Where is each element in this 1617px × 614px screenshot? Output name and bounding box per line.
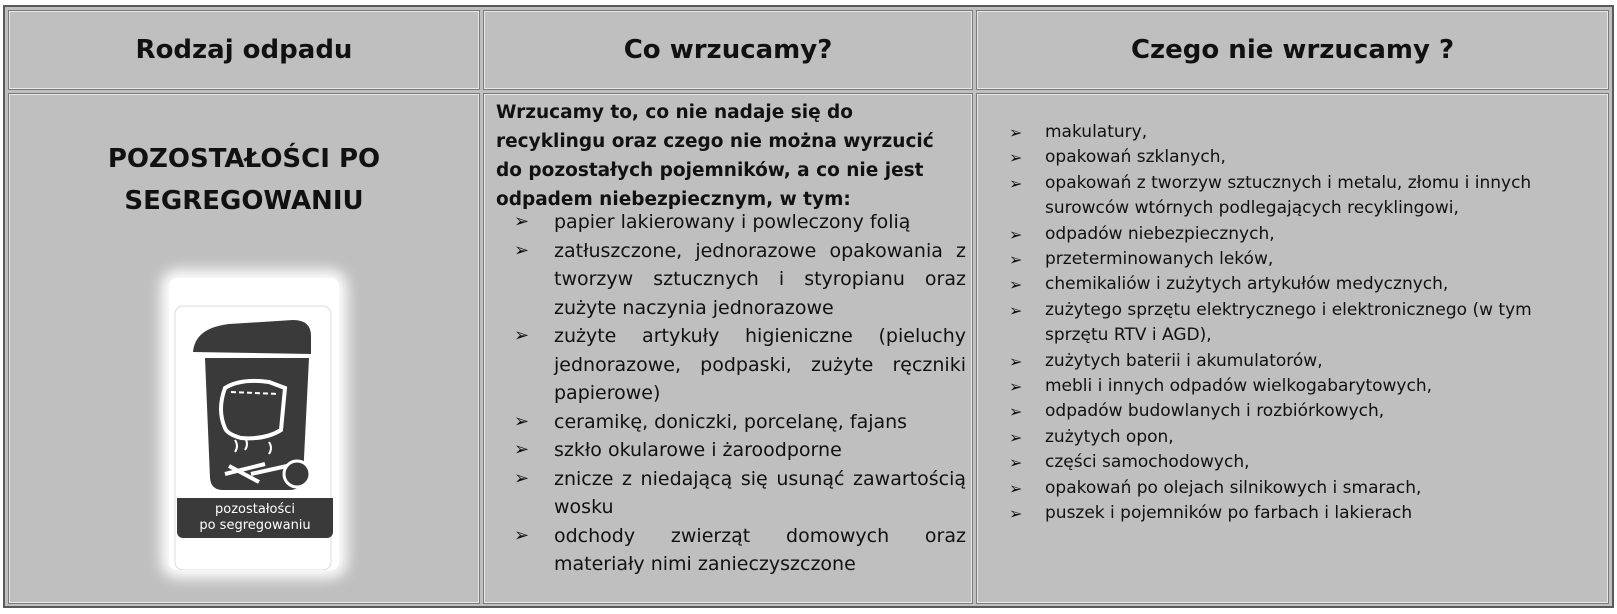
arrow-bullet-icon: ➢ — [1009, 427, 1023, 447]
arrow-bullet-icon: ➢ — [514, 524, 530, 546]
arrow-bullet-icon: ➢ — [1009, 224, 1023, 244]
arrow-bullet-icon: ➢ — [514, 467, 530, 489]
list-item-text: zużyte artykuły higieniczne (pieluchy jednorazowe, podpaski, zużyte ręczniki papierowe) — [554, 325, 966, 404]
list-item-text: zużytych opon, — [1045, 426, 1174, 447]
list-item — [997, 425, 1597, 450]
bin-caption — [177, 498, 333, 538]
list-item — [997, 349, 1597, 374]
list-item — [506, 465, 966, 522]
list-item-text: mebli i innych odpadów wielkogabarytowych, — [1045, 376, 1433, 397]
list-item-text: opakowań po olejach silnikowych i smarach, — [1045, 477, 1422, 498]
list-item — [506, 522, 966, 579]
list-item — [997, 247, 1597, 272]
arrow-bullet-icon: ➢ — [1009, 250, 1023, 270]
waste-type-cell — [8, 93, 480, 604]
arrow-bullet-icon: ➢ — [514, 325, 530, 346]
arrow-bullet-icon: ➢ — [1009, 148, 1023, 168]
header-what-we-throw — [483, 10, 973, 90]
header-waste-type-label: Rodzaj odpadu — [135, 35, 353, 65]
list-item-text: znicze z niedającą się usunąć zawartością wosku — [554, 467, 966, 518]
header-what-we-dont-throw — [976, 10, 1609, 90]
list-item-text: opakowań z tworzyw sztucznych i metalu, złomu i innych surowców wtórnych podlegających recyklingowi, — [1045, 172, 1532, 219]
what-we-dont-throw-list — [997, 120, 1597, 527]
what-we-throw-list — [506, 208, 966, 579]
waste-type-line1: POZOSTAŁOŚCI PO — [107, 144, 381, 174]
bin-caption-line2: po segregowaniu — [199, 518, 311, 533]
list-item — [506, 322, 966, 408]
waste-type-title — [9, 138, 479, 222]
what-we-throw-cell — [483, 93, 973, 604]
arrow-bullet-icon: ➢ — [514, 239, 530, 261]
list-item — [997, 374, 1597, 399]
list-item — [506, 436, 966, 465]
list-item — [997, 450, 1597, 475]
bin-caption-line1: pozostałości — [215, 502, 295, 517]
arrow-bullet-icon: ➢ — [1009, 300, 1023, 320]
waste-bin-icon — [169, 278, 339, 570]
list-item-text: opakowań szklanych, — [1045, 147, 1226, 168]
what-we-throw-intro: Wrzucamy to, co nie nadaje się do recyklingu oraz czego nie można wyrzucić do pozostałych pojemników, a co nie jest odpadem niebezpiecznym, w tym: — [496, 102, 934, 210]
header-what-we-throw-label: Co wrzucamy? — [623, 35, 833, 65]
list-item-text: chemikaliów i zużytych artykułów medycznych, — [1045, 274, 1449, 295]
list-item-text: zużytych baterii i akumulatorów, — [1045, 350, 1323, 371]
list-item — [997, 145, 1597, 170]
arrow-bullet-icon: ➢ — [1009, 478, 1023, 498]
list-item-text: przeterminowanych leków, — [1045, 249, 1274, 270]
list-item-text: zatłuszczone, jednorazowe opakowania z tworzyw sztucznych i styropianu oraz zużyte naczynia jednorazowe — [554, 239, 966, 319]
list-item — [997, 222, 1597, 247]
list-item — [997, 399, 1597, 424]
list-item — [997, 476, 1597, 501]
arrow-bullet-icon: ➢ — [1009, 504, 1023, 524]
waste-table — [3, 5, 1614, 608]
list-item-text: ceramikę, doniczki, porcelanę, fajans — [554, 410, 908, 433]
list-item — [997, 120, 1597, 145]
arrow-bullet-icon: ➢ — [1009, 123, 1023, 142]
arrow-bullet-icon: ➢ — [1009, 351, 1023, 371]
list-item-text: odpadów budowlanych i rozbiórkowych, — [1045, 401, 1385, 422]
arrow-bullet-icon: ➢ — [1009, 173, 1023, 193]
list-item — [997, 298, 1597, 349]
arrow-bullet-icon: ➢ — [514, 211, 530, 232]
list-item-text: szkło okularowe i żaroodporne — [554, 439, 842, 461]
arrow-bullet-icon: ➢ — [1009, 377, 1023, 397]
arrow-bullet-icon: ➢ — [1009, 275, 1023, 295]
list-item-text: puszek i pojemników po farbach i lakierach — [1045, 503, 1413, 524]
list-item — [997, 171, 1597, 222]
list-item — [997, 272, 1597, 297]
list-item-text: makulatury, — [1045, 122, 1148, 142]
list-item-text: odchody zwierząt domowych oraz materiały nimi zanieczyszczone — [554, 524, 966, 575]
waste-type-line2: SEGREGOWANIU — [124, 186, 364, 216]
arrow-bullet-icon: ➢ — [514, 439, 530, 460]
list-item — [997, 501, 1597, 526]
list-item-text: zużytego sprzętu elektrycznego i elektronicznego (w tym sprzętu RTV i AGD), — [1045, 299, 1532, 346]
list-item-text: części samochodowych, — [1045, 452, 1250, 473]
arrow-bullet-icon: ➢ — [1009, 453, 1023, 473]
list-item — [506, 408, 966, 437]
header-what-we-dont-throw-label: Czego nie wrzucamy ? — [1130, 35, 1455, 65]
what-we-dont-throw-cell — [976, 93, 1609, 604]
list-item-text: papier lakierowany i powleczony folią — [554, 211, 911, 233]
arrow-bullet-icon: ➢ — [1009, 402, 1023, 422]
arrow-bullet-icon: ➢ — [514, 410, 530, 432]
header-waste-type — [8, 10, 480, 90]
list-item-text: odpadów niebezpiecznych, — [1045, 223, 1275, 244]
list-item — [506, 208, 966, 237]
list-item — [506, 237, 966, 323]
